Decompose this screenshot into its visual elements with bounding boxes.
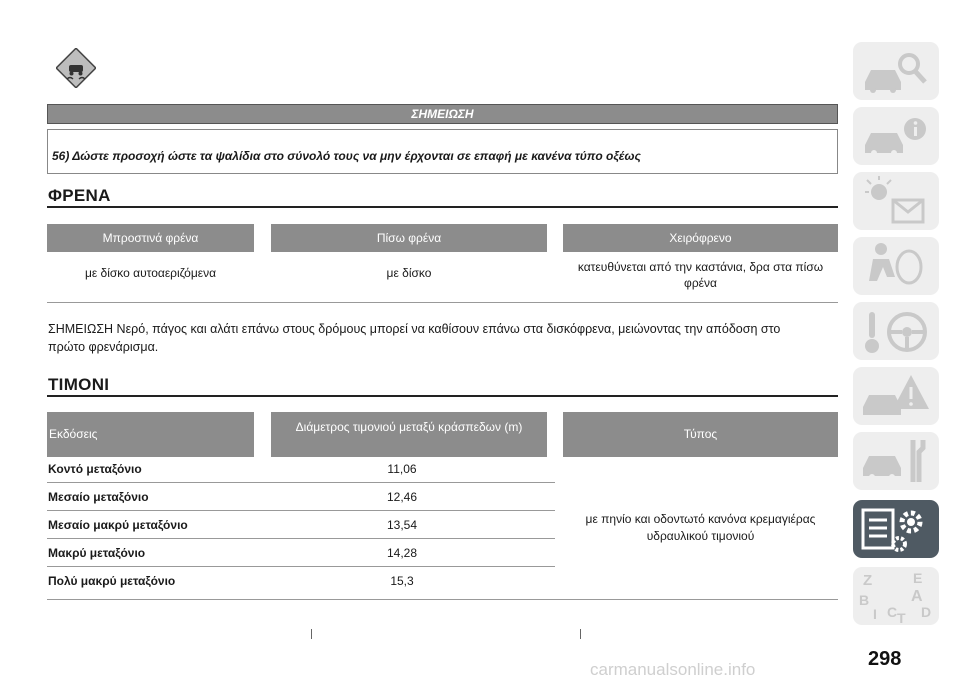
tab-car-info[interactable] xyxy=(853,107,939,165)
steering-table-rule xyxy=(47,599,838,600)
specs-gears-icon xyxy=(853,500,939,558)
steering-row-diameter: 11,06 xyxy=(387,462,417,476)
steering-type-value: με πηνίο και οδοντωτό κανόνα κρεμαγιέρας υδραυλικού τιμονιού xyxy=(585,512,816,543)
index-letter: T xyxy=(897,610,906,625)
steering-wheel-key-icon xyxy=(853,302,939,360)
car-road-warning-icon xyxy=(853,367,939,425)
tab-car-search[interactable] xyxy=(853,42,939,100)
note-header: ΣΗΜΕΙΩΣΗ xyxy=(47,104,838,124)
steering-row-version: Πολύ μακρύ μεταξόνιο xyxy=(48,574,176,588)
tab-seat-airbag[interactable] xyxy=(853,237,939,295)
index-letter: D xyxy=(921,604,932,620)
brakes-front-value: με δίσκο αυτοαεριζόμενα xyxy=(84,266,217,280)
brakes-handbrake-value: κατευθύνεται από την καστάνια, δρα στα πίσω φρένα xyxy=(577,260,824,290)
alphabet-index-icon xyxy=(853,567,939,625)
index-letter: A xyxy=(911,588,923,605)
car-tools-icon xyxy=(853,432,939,490)
seat-airbag-icon xyxy=(853,237,939,295)
steering-row-diameter: 12,46 xyxy=(386,490,418,504)
steering-row-diameter: 14,28 xyxy=(386,546,418,560)
brakes-header-rear: Πίσω φρένα xyxy=(271,224,547,252)
tab-specifications[interactable] xyxy=(853,500,939,558)
tab-warning-lights[interactable] xyxy=(853,172,939,230)
steering-row-version: Μεσαίο μεταξόνιο xyxy=(48,490,149,504)
row-divider xyxy=(47,482,555,483)
steering-header-diameter: Διάμετρος τιμονιού μεταξύ κράσπεδων (m) xyxy=(271,412,547,457)
steering-row-diameter: 13,54 xyxy=(386,518,418,532)
brakes-table-rule xyxy=(47,302,838,303)
tab-car-road-warning[interactable] xyxy=(853,367,939,425)
row-divider xyxy=(47,510,555,511)
brakes-note: ΣΗΜΕΙΩΣΗ Νερό, πάγος και αλάτι επάνω στους δρόμους μπορεί να καθίσουν επάνω στα δισκόφρενα, μειώνοντας την απόδοση στο πρώτο φρενάρισμα. xyxy=(48,322,781,354)
steering-row-version: Μακρύ μεταξόνιο xyxy=(48,546,146,560)
page-number: 298 xyxy=(868,648,902,670)
tab-alphabetical-index[interactable] xyxy=(853,567,939,625)
car-search-icon xyxy=(853,42,939,100)
steering-row-version: Μεσαίο μακρύ μεταξόνιο xyxy=(48,518,188,532)
page-tick-mark xyxy=(311,629,312,639)
brakes-header-front: Μπροστινά φρένα xyxy=(47,224,254,252)
warning-lights-icon xyxy=(853,172,939,230)
note-text: 56) Δώστε προσοχή ώστε τα ψαλίδια στο σύνολό τους να μην έρχονται σε επαφή με κανένα τύπο οξέως xyxy=(47,129,838,174)
row-divider xyxy=(47,566,555,567)
brakes-rear-value: με δίσκο xyxy=(386,266,432,280)
brakes-title: ΦΡΕΝΑ xyxy=(48,186,111,205)
steering-title-rule xyxy=(47,395,838,397)
watermark: carmanualsonline.info xyxy=(590,660,756,679)
tab-car-tools[interactable] xyxy=(853,432,939,490)
tab-steering-wheel-key[interactable] xyxy=(853,302,939,360)
steering-title: ΤΙΜΟΝΙ xyxy=(48,375,110,394)
car-info-icon xyxy=(853,107,939,165)
steering-row-version: Κοντό μεταξόνιο xyxy=(48,462,142,476)
row-divider xyxy=(47,538,555,539)
brakes-header-handbrake: Χειρόφρενο xyxy=(563,224,838,252)
brakes-title-rule xyxy=(47,206,838,208)
page-tick-mark xyxy=(580,629,581,639)
slippery-road-warning-icon xyxy=(56,48,96,88)
steering-header-versions: Εκδόσεις xyxy=(47,412,254,457)
steering-row-diameter: 15,3 xyxy=(390,574,414,588)
index-letter: E xyxy=(913,570,923,586)
index-letter: C xyxy=(887,604,898,620)
index-letter: Z xyxy=(863,572,873,589)
index-letter: B xyxy=(859,592,870,608)
index-letter: I xyxy=(873,606,877,622)
steering-header-type: Τύπος xyxy=(563,412,838,457)
